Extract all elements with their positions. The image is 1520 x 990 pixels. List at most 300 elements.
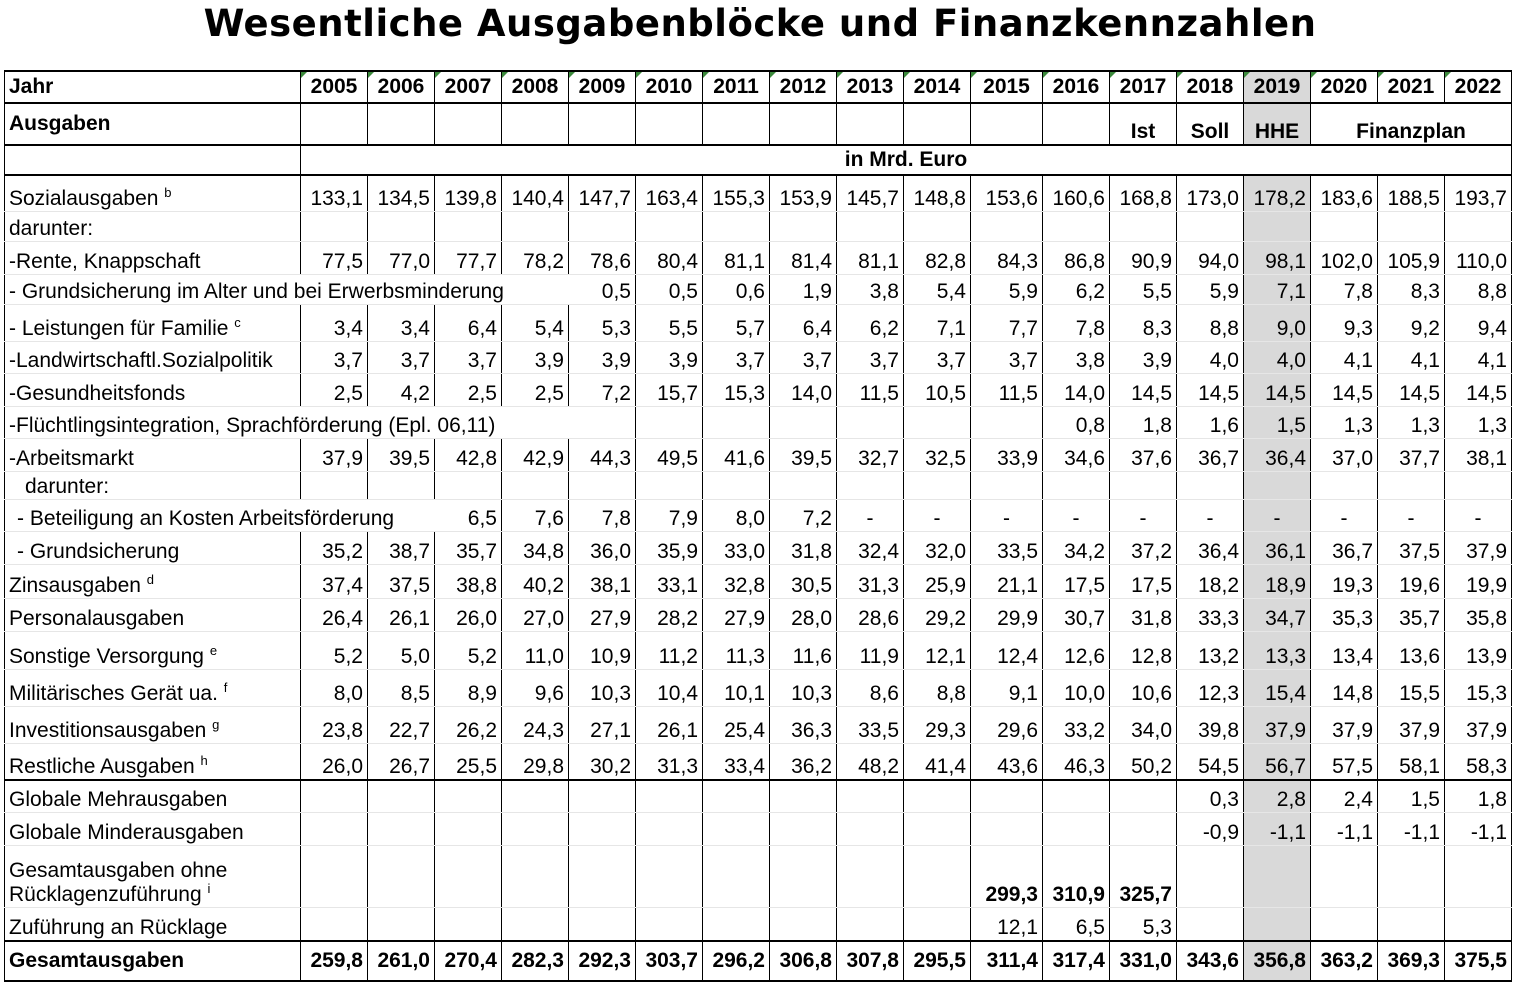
- total-value-cell: 303,7: [636, 941, 703, 981]
- value-cell: 1,3: [1445, 406, 1512, 438]
- empty-cell: [435, 103, 502, 145]
- value-cell: 37,9: [1445, 531, 1512, 564]
- value-cell: 27,1: [569, 706, 636, 743]
- value-cell: 37,6: [1110, 438, 1177, 471]
- value-cell: [569, 845, 636, 907]
- value-cell: [569, 907, 636, 941]
- value-cell: [1177, 907, 1244, 941]
- row-label-text: Globale Mehrausgaben: [9, 787, 228, 811]
- value-cell: 37,9: [1244, 706, 1311, 743]
- row-label: [5, 211, 301, 241]
- value-cell: [502, 211, 569, 241]
- value-cell: 0,6: [703, 274, 770, 304]
- row-label-text: -Gesundheitsfonds: [9, 381, 186, 405]
- total-value-cell: 356,8: [1244, 941, 1311, 981]
- value-cell: 9,4: [1445, 304, 1512, 341]
- table-row: [5, 706, 1512, 743]
- value-cell: 31,8: [770, 531, 837, 564]
- footnote-marker: f: [223, 679, 228, 695]
- value-cell: 3,8: [837, 274, 904, 304]
- year-header: 2014: [904, 71, 971, 103]
- value-cell: [368, 907, 435, 941]
- row-label: [5, 471, 301, 499]
- value-cell: 2,5: [301, 373, 368, 406]
- value-cell: 14,5: [1378, 373, 1445, 406]
- value-cell: 12,1: [971, 907, 1043, 941]
- value-cell: -: [1445, 499, 1512, 531]
- value-cell: [1244, 907, 1311, 941]
- value-cell: 1,8: [1110, 406, 1177, 438]
- year-header: 2015: [971, 71, 1043, 103]
- value-cell: 14,5: [1177, 373, 1244, 406]
- value-cell: 6,2: [837, 304, 904, 341]
- value-cell: 3,7: [301, 341, 368, 373]
- total-value-cell: 259,8: [301, 941, 368, 981]
- value-cell: 6,4: [435, 304, 502, 341]
- empty-cell: [569, 103, 636, 145]
- value-cell: 37,5: [368, 564, 435, 598]
- empty-cell: [301, 103, 368, 145]
- value-cell: [1311, 845, 1378, 907]
- row-label-text: Sonstige Versorgung: [9, 644, 204, 668]
- value-cell: [301, 780, 368, 812]
- total-value-cell: 306,8: [770, 941, 837, 981]
- value-cell: 178,2: [1244, 175, 1311, 211]
- value-cell: [837, 211, 904, 241]
- value-cell: 28,6: [837, 598, 904, 631]
- year-header: 2016: [1043, 71, 1110, 103]
- value-cell: 54,5: [1177, 743, 1244, 780]
- value-cell: [569, 780, 636, 812]
- value-cell: 35,2: [301, 531, 368, 564]
- value-cell: [636, 211, 703, 241]
- value-cell: 0,3: [1177, 780, 1244, 812]
- subheader-row: [5, 103, 1512, 145]
- total-value-cell: 343,6: [1177, 941, 1244, 981]
- value-cell: 10,0: [1043, 669, 1110, 706]
- value-cell: 38,1: [569, 564, 636, 598]
- value-cell: 325,7: [1110, 845, 1177, 907]
- total-value-cell: 375,5: [1445, 941, 1512, 981]
- value-cell: 28,2: [636, 598, 703, 631]
- value-cell: 3,9: [636, 341, 703, 373]
- total-value-cell: 270,4: [435, 941, 502, 981]
- value-cell: [502, 812, 569, 845]
- table-row: [5, 341, 1512, 373]
- value-cell: 24,3: [502, 706, 569, 743]
- row-label-text: - Grundsicherung: [17, 539, 180, 563]
- value-cell: 5,2: [301, 631, 368, 669]
- year-header: 2010: [636, 71, 703, 103]
- row-label: [5, 531, 301, 564]
- value-cell: 37,7: [1378, 438, 1445, 471]
- year-header: 2009: [569, 71, 636, 103]
- value-cell: 12,8: [1110, 631, 1177, 669]
- value-cell: 26,1: [636, 706, 703, 743]
- value-cell: 77,0: [368, 241, 435, 274]
- table-row: [5, 438, 1512, 471]
- value-cell: [837, 845, 904, 907]
- value-cell: 35,7: [435, 531, 502, 564]
- row-label: [5, 598, 301, 631]
- total-value-cell: 261,0: [368, 941, 435, 981]
- value-cell: [703, 780, 770, 812]
- value-cell: 10,5: [904, 373, 971, 406]
- value-cell: 19,3: [1311, 564, 1378, 598]
- value-cell: [1110, 211, 1177, 241]
- finance-table: [4, 70, 1512, 982]
- value-cell: 11,0: [502, 631, 569, 669]
- value-cell: 84,3: [971, 241, 1043, 274]
- value-cell: 33,2: [1043, 706, 1110, 743]
- row-label: [5, 743, 301, 780]
- row-label-text: -Arbeitsmarkt: [9, 446, 134, 470]
- table-row: [5, 211, 1512, 241]
- value-cell: 153,6: [971, 175, 1043, 211]
- value-cell: 7,2: [770, 499, 837, 531]
- value-cell: 2,8: [1244, 780, 1311, 812]
- value-cell: 299,3: [971, 845, 1043, 907]
- footnote-marker: b: [164, 184, 172, 200]
- value-cell: 30,7: [1043, 598, 1110, 631]
- value-cell: 26,7: [368, 743, 435, 780]
- year-header: 2019: [1244, 71, 1311, 103]
- value-cell: [770, 780, 837, 812]
- row-label: [5, 631, 301, 669]
- value-cell: [301, 845, 368, 907]
- value-cell: 39,5: [770, 438, 837, 471]
- value-cell: 33,1: [636, 564, 703, 598]
- value-cell: 8,0: [703, 499, 770, 531]
- value-cell: 6,5: [435, 499, 502, 531]
- value-cell: 41,4: [904, 743, 971, 780]
- value-cell: 43,6: [971, 743, 1043, 780]
- value-cell: 7,9: [636, 499, 703, 531]
- row-label-text: Rücklagenzuführung: [9, 882, 202, 906]
- value-cell: [1244, 845, 1311, 907]
- value-cell: -: [1378, 499, 1445, 531]
- value-cell: 3,7: [837, 341, 904, 373]
- value-cell: 39,8: [1177, 706, 1244, 743]
- value-cell: 4,0: [1177, 341, 1244, 373]
- value-cell: [770, 406, 837, 438]
- value-cell: 36,7: [1177, 438, 1244, 471]
- row-label-text: -Rente, Knappschaft: [9, 249, 201, 273]
- value-cell: 29,9: [971, 598, 1043, 631]
- unit-label: in Mrd. Euro: [301, 145, 1512, 175]
- value-cell: 58,1: [1378, 743, 1445, 780]
- value-cell: 37,0: [1311, 438, 1378, 471]
- value-cell: 4,0: [1244, 341, 1311, 373]
- status-finanzplan: Finanzplan: [1311, 103, 1512, 145]
- value-cell: [636, 812, 703, 845]
- row-label: [5, 706, 301, 743]
- value-cell: 13,9: [1445, 631, 1512, 669]
- total-value-cell: 296,2: [703, 941, 770, 981]
- value-cell: 38,8: [435, 564, 502, 598]
- value-cell: 14,0: [770, 373, 837, 406]
- empty-cell: [971, 103, 1043, 145]
- value-cell: [904, 845, 971, 907]
- row-label-text: -Landwirtschaftl.Sozialpolitik: [9, 348, 273, 372]
- empty-cell: [837, 103, 904, 145]
- value-cell: 3,9: [502, 341, 569, 373]
- value-cell: 78,2: [502, 241, 569, 274]
- year-header: 2007: [435, 71, 502, 103]
- value-cell: 44,3: [569, 438, 636, 471]
- empty-cell: [770, 103, 837, 145]
- value-cell: 110,0: [1445, 241, 1512, 274]
- value-cell: -0,9: [1177, 812, 1244, 845]
- value-cell: 80,4: [636, 241, 703, 274]
- value-cell: 7,8: [1311, 274, 1378, 304]
- row-label: [5, 499, 435, 531]
- value-cell: 5,7: [703, 304, 770, 341]
- table-row: [5, 304, 1512, 341]
- value-cell: 3,7: [368, 341, 435, 373]
- value-cell: [368, 845, 435, 907]
- value-cell: [1043, 211, 1110, 241]
- value-cell: 10,4: [636, 669, 703, 706]
- value-cell: 10,3: [569, 669, 636, 706]
- value-cell: 30,5: [770, 564, 837, 598]
- row-label-text: Militärisches Gerät ua.: [9, 681, 218, 705]
- row-label-text: -Flüchtlingsintegration, Sprachförderung (Epl. 06,11): [9, 413, 496, 437]
- table-row: [5, 598, 1512, 631]
- footnote-marker: i: [207, 880, 211, 896]
- value-cell: [301, 812, 368, 845]
- value-cell: [368, 780, 435, 812]
- value-cell: [1445, 211, 1512, 241]
- value-cell: 155,3: [703, 175, 770, 211]
- value-cell: 36,1: [1244, 531, 1311, 564]
- value-cell: 10,9: [569, 631, 636, 669]
- value-cell: 1,3: [1378, 406, 1445, 438]
- empty-cell: [703, 103, 770, 145]
- footnote-marker: g: [212, 716, 220, 732]
- value-cell: 5,5: [636, 304, 703, 341]
- year-header: 2006: [368, 71, 435, 103]
- value-cell: 26,0: [301, 743, 368, 780]
- total-row: [5, 941, 1512, 981]
- value-cell: 4,1: [1445, 341, 1512, 373]
- year-header: 2018: [1177, 71, 1244, 103]
- value-cell: 3,7: [971, 341, 1043, 373]
- value-cell: 7,6: [502, 499, 569, 531]
- value-cell: 147,7: [569, 175, 636, 211]
- table-row: [5, 845, 1512, 907]
- value-cell: 33,5: [837, 706, 904, 743]
- row-label: [5, 175, 301, 211]
- header-row: [5, 71, 1512, 103]
- page-title: Wesentliche Ausgabenblöcke und Finanzkennzahlen: [203, 2, 1317, 45]
- value-cell: 57,5: [1311, 743, 1378, 780]
- value-cell: 2,4: [1311, 780, 1378, 812]
- value-cell: 9,2: [1378, 304, 1445, 341]
- row-label: [5, 780, 301, 812]
- value-cell: 34,7: [1244, 598, 1311, 631]
- value-cell: [636, 907, 703, 941]
- value-cell: 193,7: [1445, 175, 1512, 211]
- value-cell: 35,8: [1445, 598, 1512, 631]
- table-row: [5, 373, 1512, 406]
- value-cell: -1,1: [1378, 812, 1445, 845]
- value-cell: 163,4: [636, 175, 703, 211]
- value-cell: 14,8: [1311, 669, 1378, 706]
- value-cell: 5,2: [435, 631, 502, 669]
- value-cell: [1244, 471, 1311, 499]
- value-cell: 7,8: [569, 499, 636, 531]
- value-cell: 29,2: [904, 598, 971, 631]
- value-cell: -: [1244, 499, 1311, 531]
- value-cell: [435, 845, 502, 907]
- value-cell: 34,8: [502, 531, 569, 564]
- value-cell: [770, 845, 837, 907]
- value-cell: 10,6: [1110, 669, 1177, 706]
- value-cell: [502, 471, 569, 499]
- value-cell: 3,7: [770, 341, 837, 373]
- value-cell: 14,0: [1043, 373, 1110, 406]
- value-cell: [837, 471, 904, 499]
- value-cell: [1177, 211, 1244, 241]
- table-row: [5, 669, 1512, 706]
- value-cell: 37,9: [301, 438, 368, 471]
- value-cell: 7,8: [1043, 304, 1110, 341]
- value-cell: 8,8: [1445, 274, 1512, 304]
- total-value-cell: 363,2: [1311, 941, 1378, 981]
- value-cell: [1110, 812, 1177, 845]
- value-cell: [837, 812, 904, 845]
- value-cell: 40,2: [502, 564, 569, 598]
- value-cell: [971, 780, 1043, 812]
- value-cell: 1,8: [1445, 780, 1512, 812]
- status-soll: Soll: [1177, 103, 1244, 145]
- footnote-marker: c: [234, 314, 241, 330]
- row-label: [5, 845, 301, 907]
- value-cell: 7,1: [904, 304, 971, 341]
- value-cell: [569, 471, 636, 499]
- value-cell: 4,1: [1311, 341, 1378, 373]
- value-cell: 29,8: [502, 743, 569, 780]
- value-cell: 37,4: [301, 564, 368, 598]
- value-cell: [502, 780, 569, 812]
- value-cell: [301, 471, 368, 499]
- unit-row: [5, 145, 1512, 175]
- value-cell: [1378, 471, 1445, 499]
- value-cell: 14,5: [1311, 373, 1378, 406]
- value-cell: 94,0: [1177, 241, 1244, 274]
- value-cell: [904, 812, 971, 845]
- value-cell: -: [1311, 499, 1378, 531]
- value-cell: 6,5: [1043, 907, 1110, 941]
- value-cell: [1043, 812, 1110, 845]
- value-cell: 139,8: [435, 175, 502, 211]
- table-row: [5, 812, 1512, 845]
- row-label: [5, 241, 301, 274]
- value-cell: [368, 211, 435, 241]
- value-cell: 36,7: [1311, 531, 1378, 564]
- value-cell: [904, 780, 971, 812]
- table-row: [5, 531, 1512, 564]
- value-cell: 3,4: [368, 304, 435, 341]
- value-cell: [837, 406, 904, 438]
- value-cell: [1043, 471, 1110, 499]
- value-cell: [502, 845, 569, 907]
- value-cell: 15,4: [1244, 669, 1311, 706]
- value-cell: 18,9: [1244, 564, 1311, 598]
- value-cell: 14,5: [1110, 373, 1177, 406]
- value-cell: 160,6: [1043, 175, 1110, 211]
- value-cell: 1,5: [1378, 780, 1445, 812]
- table-row: [5, 907, 1512, 941]
- value-cell: [837, 780, 904, 812]
- value-cell: 102,0: [1311, 241, 1378, 274]
- value-cell: 77,7: [435, 241, 502, 274]
- value-cell: 3,7: [703, 341, 770, 373]
- value-cell: [770, 812, 837, 845]
- value-cell: [636, 471, 703, 499]
- value-cell: 13,3: [1244, 631, 1311, 669]
- table-row: [5, 175, 1512, 211]
- value-cell: 133,1: [301, 175, 368, 211]
- value-cell: 1,9: [770, 274, 837, 304]
- value-cell: 33,0: [703, 531, 770, 564]
- value-cell: 3,8: [1043, 341, 1110, 373]
- value-cell: 3,9: [1110, 341, 1177, 373]
- value-cell: 8,9: [435, 669, 502, 706]
- value-cell: 81,1: [703, 241, 770, 274]
- total-value-cell: 369,3: [1378, 941, 1445, 981]
- value-cell: 12,3: [1177, 669, 1244, 706]
- value-cell: 3,4: [301, 304, 368, 341]
- value-cell: [301, 211, 368, 241]
- value-cell: 26,1: [368, 598, 435, 631]
- value-cell: [770, 471, 837, 499]
- value-cell: 11,2: [636, 631, 703, 669]
- value-cell: 10,1: [703, 669, 770, 706]
- row-label-text: darunter:: [25, 474, 110, 498]
- value-cell: 19,9: [1445, 564, 1512, 598]
- value-cell: 81,4: [770, 241, 837, 274]
- value-cell: 26,4: [301, 598, 368, 631]
- row-label-text: darunter:: [9, 216, 94, 240]
- value-cell: 8,3: [1110, 304, 1177, 341]
- row-label: [5, 812, 301, 845]
- value-cell: 27,9: [703, 598, 770, 631]
- status-hhe: HHE: [1244, 103, 1311, 145]
- value-cell: 12,1: [904, 631, 971, 669]
- value-cell: 8,5: [368, 669, 435, 706]
- status-ist: Ist: [1110, 103, 1177, 145]
- value-cell: [636, 406, 703, 438]
- value-cell: [1043, 780, 1110, 812]
- value-cell: [1244, 211, 1311, 241]
- value-cell: [703, 845, 770, 907]
- value-cell: 3,7: [435, 341, 502, 373]
- table-row: [5, 564, 1512, 598]
- value-cell: -1,1: [1311, 812, 1378, 845]
- value-cell: 37,9: [1445, 706, 1512, 743]
- value-cell: 140,4: [502, 175, 569, 211]
- value-cell: [971, 211, 1043, 241]
- value-cell: 2,5: [502, 373, 569, 406]
- row-label-text: - Leistungen für Familie: [9, 316, 229, 340]
- total-label: Gesamtausgaben: [5, 941, 301, 981]
- row-label-line2: [9, 880, 296, 907]
- value-cell: 15,5: [1378, 669, 1445, 706]
- value-cell: [435, 907, 502, 941]
- value-cell: -1,1: [1244, 812, 1311, 845]
